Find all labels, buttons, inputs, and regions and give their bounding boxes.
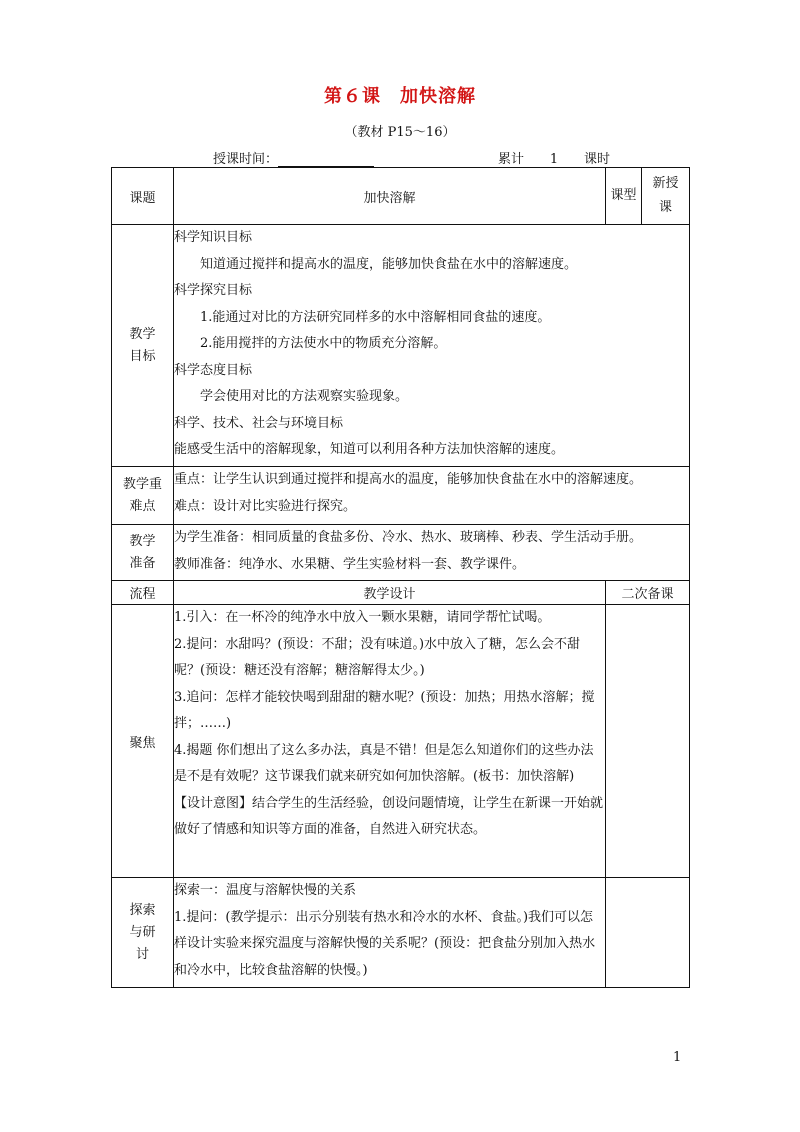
lesson-type-label: 课型 bbox=[606, 168, 642, 225]
goals-heading-inquiry: 科学探究目标 bbox=[174, 283, 253, 298]
topic-value: 加快溶解 bbox=[174, 168, 606, 225]
total-prefix: 累计 bbox=[498, 152, 525, 167]
key-points-label: 教学重难点 bbox=[112, 467, 174, 525]
row-key-points bbox=[112, 467, 690, 525]
row-goals bbox=[112, 225, 690, 467]
topic-label: 课题 bbox=[112, 168, 174, 225]
focus-label: 聚焦 bbox=[112, 605, 174, 878]
row-focus bbox=[112, 605, 690, 878]
total-suffix: 课时 bbox=[584, 152, 611, 167]
focus-second-prep bbox=[606, 605, 690, 878]
goals-knowledge-text: 知道通过搅拌和提高水的温度，能够加快食盐在水中的溶解速度。 bbox=[200, 256, 578, 272]
focus-design-intent: 【设计意图】结合学生的生活经验，创设问题情境，让学生在新课一开始就做好了情感和知识等方面的准备，自然进入研究状态。 bbox=[174, 795, 604, 837]
goals-label: 教学目标 bbox=[112, 225, 174, 467]
explore-heading-1: 探索一：温度与溶解快慢的关系 bbox=[174, 883, 357, 898]
row-topic bbox=[112, 168, 690, 225]
page-number: 1 bbox=[673, 1050, 682, 1065]
explore-second-prep bbox=[606, 878, 690, 988]
focus-step-4: 4.揭题 你们想出了这么多办法，真是不错！但是怎么知道你们的这些办法是不是有效呢？这节课我们就来研究如何加快溶解。(板书：加快溶解) bbox=[174, 742, 594, 784]
focus-content bbox=[174, 605, 606, 878]
goals-stse-text: 能感受生活中的溶解现象，知道可以利用各种方法加快溶解的速度。 bbox=[174, 442, 565, 457]
goals-inquiry-1: 1.能通过对比的方法研究同样多的水中溶解相同食盐的速度。 bbox=[200, 309, 551, 325]
lesson-type-value: 新授课 bbox=[642, 168, 690, 225]
explore-content bbox=[174, 878, 606, 988]
row-prep bbox=[112, 525, 690, 581]
total-value: 1 bbox=[524, 152, 584, 168]
page-title: 第６课 加快溶解 bbox=[324, 86, 476, 107]
key-points-content bbox=[174, 467, 690, 525]
explore-label: 探索与研讨 bbox=[112, 878, 174, 988]
prep-content bbox=[174, 525, 690, 581]
total-periods bbox=[498, 148, 610, 168]
teaching-time-label: 授课时间： bbox=[213, 152, 279, 167]
row-explore bbox=[112, 878, 690, 988]
lesson-plan-table bbox=[111, 167, 690, 988]
teaching-time-blank bbox=[278, 152, 374, 167]
goals-content bbox=[174, 225, 690, 467]
flow-header-col2: 教学设计 bbox=[174, 581, 606, 605]
goals-attitude-text: 学会使用对比的方法观察实验现象。 bbox=[200, 389, 409, 404]
goals-inquiry-2: 2.能用搅拌的方法使水中的物质充分溶解。 bbox=[200, 336, 447, 351]
goals-heading-attitude: 科学态度目标 bbox=[174, 362, 253, 378]
flow-header-col3: 二次备课 bbox=[606, 581, 690, 605]
explore-step-1: 1.提问：(教学提示：出示分别装有热水和冷水的水杯、食盐。)我们可以怎样设计实验来探究温度与溶解快慢的关系呢？(预设：把食盐分别加入热水和冷水中，比较食盐溶解的快慢。) bbox=[174, 909, 596, 978]
focus-step-1: 1.引入：在一杯冷的纯净水中放入一颗水果糖，请同学帮忙试喝。 bbox=[174, 610, 551, 625]
key-point: 重点：让学生认识到通过搅拌和提高水的温度，能够加快食盐在水中的溶解速度。 bbox=[174, 472, 643, 487]
teacher-prep: 教师准备：纯净水、水果糖、学生实验材料一套、教学课件。 bbox=[174, 556, 526, 572]
focus-step-3: 3.追问：怎样才能较快喝到甜甜的糖水呢？(预设：加热；用热水溶解；搅拌；……) bbox=[174, 689, 595, 731]
goals-heading-stse: 科学、技术、社会与环境目标 bbox=[174, 415, 344, 431]
row-flow-header bbox=[112, 581, 690, 605]
textbook-reference: （教材 P15～16） bbox=[344, 125, 456, 140]
teaching-time bbox=[213, 148, 374, 167]
prep-label: 教学准备 bbox=[112, 525, 174, 581]
difficult-point: 难点：设计对比实验进行探究。 bbox=[174, 498, 357, 514]
goals-heading-knowledge: 科学知识目标 bbox=[174, 230, 253, 245]
student-prep: 为学生准备：相同质量的食盐多份、冷水、热水、玻璃棒、秒表、学生活动手册。 bbox=[174, 530, 643, 545]
focus-step-2: 2.提问：水甜吗？(预设：不甜；没有味道。)水中放入了糖，怎么会不甜呢？(预设：糖还没有溶解；糖溶解得太少。) bbox=[174, 636, 581, 678]
flow-header-col1: 流程 bbox=[112, 581, 174, 605]
